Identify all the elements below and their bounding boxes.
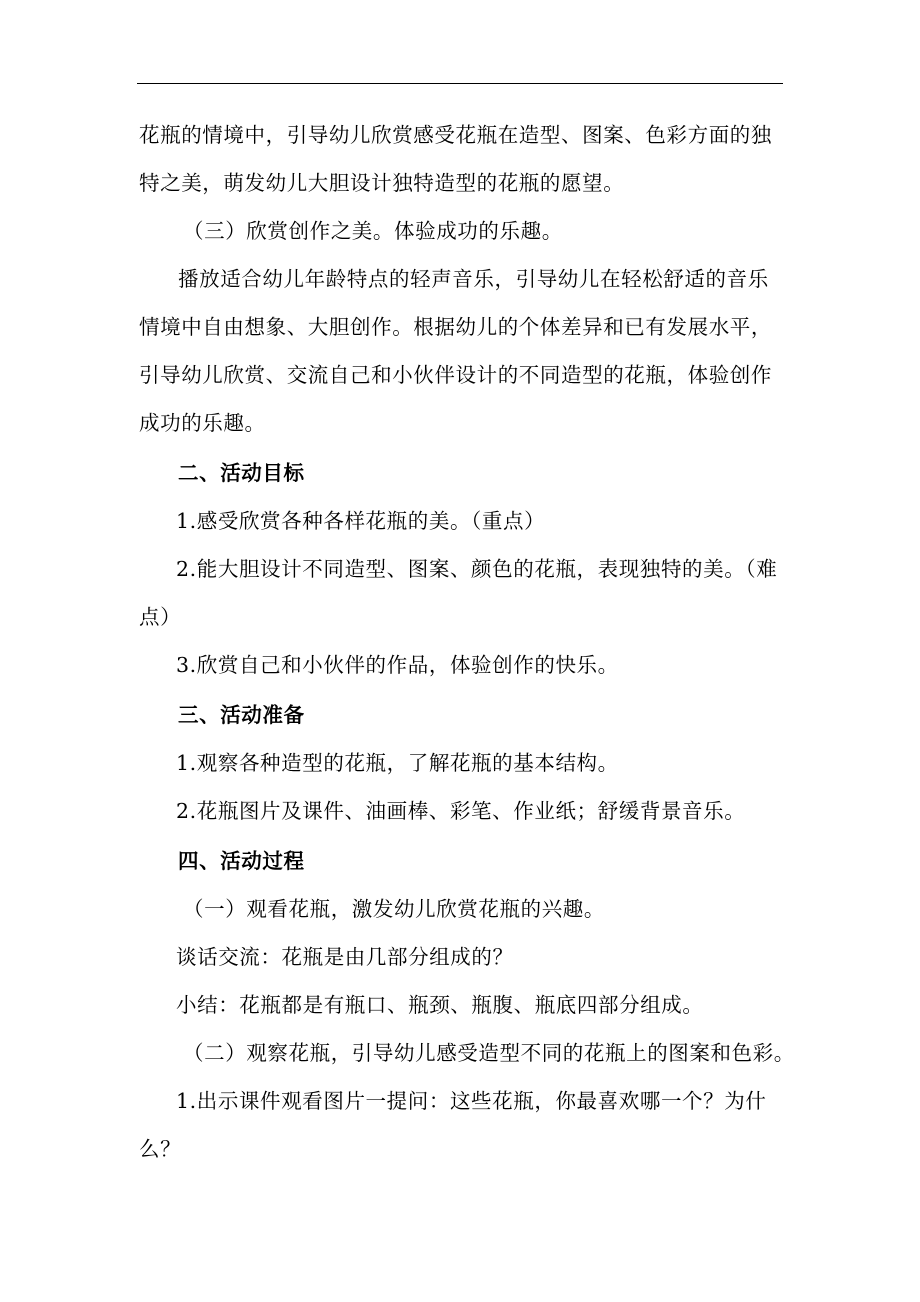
list-item: 2.花瓶图片及课件、油画棒、彩笔、作业纸；舒缓背景音乐。 [176,799,746,823]
paragraph-line: （三）欣赏创作之美。体验成功的乐趣。 [183,219,563,243]
list-item: 1.出示课件观看图片一提问：这些花瓶，你最喜欢哪一个？为什 [176,1089,767,1113]
paragraph-line: 么？ [139,1137,182,1161]
paragraph-line: 小结：花瓶都是有瓶口、瓶颈、瓶腹、瓶底四部分组成。 [176,993,704,1017]
paragraph-line: 情境中自由想象、大胆创作。根据幼儿的个体差异和已有发展水平， [139,315,772,339]
paragraph-line: 成功的乐趣。 [139,411,266,435]
paragraph-line: 点） [139,605,182,629]
section-heading: 三、活动准备 [178,703,305,727]
paragraph-line: （二）观察花瓶，引导幼儿感受造型不同的花瓶上的图案和色彩。 [183,1041,795,1065]
paragraph-line: 特之美，萌发幼儿大胆设计独特造型的花瓶的愿望。 [139,171,625,195]
paragraph-line: 引导幼儿欣赏、交流自己和小伙伴设计的不同造型的花瓶，体验创作 [139,363,772,387]
header-rule [137,83,783,84]
section-heading: 二、活动目标 [178,461,305,485]
paragraph-line: 谈话交流：花瓶是由几部分组成的？ [176,945,514,969]
list-item: 1.感受欣赏各种各样花瓶的美。（重点） [176,509,546,533]
paragraph-line: 播放适合幼儿年龄特点的轻声音乐，引导幼儿在轻松舒适的音乐 [178,267,769,291]
list-item: 1.观察各种造型的花瓶，了解花瓶的基本结构。 [176,751,619,775]
list-item: 3.欣赏自己和小伙伴的作品，体验创作的快乐。 [176,653,619,677]
paragraph-line: （一）观看花瓶，激发幼儿欣赏花瓶的兴趣。 [183,897,605,921]
list-item: 2.能大胆设计不同造型、图案、颜色的花瓶，表现独特的美。（难 [176,557,778,581]
paragraph-line: 花瓶的情境中，引导幼儿欣赏感受花瓶在造型、图案、色彩方面的独 [139,123,772,147]
section-heading: 四、活动过程 [178,849,305,873]
